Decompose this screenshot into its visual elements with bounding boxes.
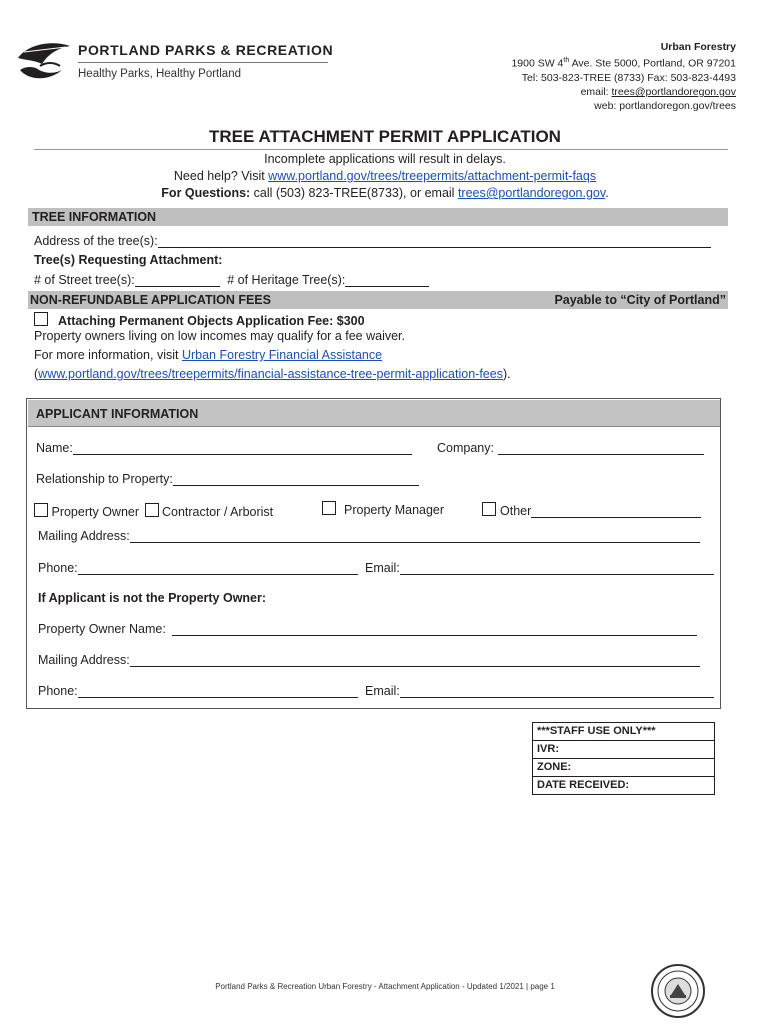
- other-checkbox[interactable]: [482, 502, 496, 516]
- email-link[interactable]: trees@portlandoregon.gov: [611, 86, 736, 99]
- owner-name-row: Property Owner Name:: [38, 621, 697, 636]
- org-name: PORTLAND PARKS & RECREATION: [78, 42, 334, 58]
- owner-phone-input[interactable]: [78, 683, 358, 698]
- phone-row: Phone:: [38, 560, 358, 575]
- logo: [14, 40, 74, 82]
- fees-heading-bar: [28, 291, 728, 309]
- fee-option[interactable]: Attaching Permanent Objects Application Fee: $300: [34, 312, 365, 328]
- street-tree-count-input[interactable]: [135, 272, 220, 287]
- name-row: Name:: [36, 440, 412, 455]
- owner-name-input[interactable]: [172, 621, 697, 636]
- address: 1900 SW 4th Ave. Ste 5000, Portland, OR 97201: [511, 57, 736, 70]
- not-owner-heading: If Applicant is not the Property Owner:: [38, 591, 267, 605]
- phone-input[interactable]: [78, 560, 358, 575]
- logo-divider: [78, 62, 328, 63]
- city-seal-icon: [651, 964, 705, 1018]
- staff-ivr: IVR:: [533, 741, 714, 759]
- more-info-line: For more information, visit Urban Forestry Financial Assistance: [34, 348, 383, 362]
- staff-title: ***STAFF USE ONLY***: [533, 723, 714, 741]
- other-option: [482, 502, 701, 518]
- owner-email-input[interactable]: [400, 683, 714, 698]
- financial-url-line: (www.portland.gov/trees/treepermits/financial-assistance-tree-permit-application-fees).: [34, 367, 511, 381]
- leaf-hand-logo-icon: [14, 40, 74, 82]
- staff-use-box: [532, 722, 715, 795]
- mailing-row: Mailing Address:: [38, 528, 700, 543]
- tree-address-row: Address of the tree(s):: [34, 233, 711, 248]
- fee-checkbox[interactable]: [34, 312, 48, 326]
- applicant-heading: APPLICANT INFORMATION: [36, 407, 199, 421]
- property-manager-checkbox[interactable]: [322, 501, 336, 515]
- relationship-row: Relationship to Property:: [36, 471, 419, 486]
- web-line: web: portlandoregon.gov/trees: [594, 100, 736, 113]
- fees-heading: NON-REFUNDABLE APPLICATION FEES: [30, 293, 271, 307]
- fee-waiver-text: Property owners living on low incomes may qualify for a fee waiver.: [34, 329, 405, 343]
- heritage-tree-count-input[interactable]: [345, 272, 429, 287]
- company-row: Company:: [437, 440, 704, 455]
- staff-date-received: DATE RECEIVED:: [537, 779, 630, 791]
- owner-email-row: Email:: [365, 683, 714, 698]
- owner-mailing-input[interactable]: [130, 652, 700, 667]
- trees-requesting-label: Tree(s) Requesting Attachment:: [34, 253, 223, 267]
- phone-fax: Tel: 503-823-TREE (8733) Fax: 503-823-4493: [521, 71, 736, 84]
- mailing-address-input[interactable]: [130, 528, 700, 543]
- property-owner-label: Property Owner: [51, 505, 140, 519]
- title-divider: [34, 149, 728, 150]
- questions-email-link[interactable]: trees@portlandoregon.gov: [457, 186, 606, 200]
- email-line: email: trees@portlandoregon.gov: [580, 86, 736, 99]
- owner-phone-row: Phone:: [38, 683, 358, 698]
- tree-count-row: # of Street tree(s): # of Heritage Tree(s):: [34, 272, 429, 287]
- other-label: Other: [500, 504, 532, 518]
- intro-line: Incomplete applications will result in delays.: [264, 152, 506, 166]
- contact-block: [511, 40, 736, 114]
- faq-link[interactable]: www.portland.gov/trees/treepermits/attachment-permit-faqs: [268, 169, 597, 183]
- property-manager-label: Property Manager: [344, 503, 445, 517]
- help-line: Need help? Visit www.portland.gov/trees/treepermits/attachment-permit-faqs: [173, 169, 597, 183]
- other-input[interactable]: [531, 503, 701, 518]
- contractor-label: Contractor / Arborist: [161, 505, 274, 519]
- financial-assistance-link[interactable]: Urban Forestry Financial Assistance: [181, 348, 383, 362]
- property-owner-checkbox[interactable]: [34, 503, 48, 517]
- division-name: Urban Forestry: [660, 41, 736, 53]
- financial-assistance-url[interactable]: www.portland.gov/trees/treepermits/financial-assistance-tree-permit-application-fees: [38, 367, 503, 381]
- payable-to: Payable to “City of Portland”: [554, 293, 726, 307]
- page-title: TREE ATTACHMENT PERMIT APPLICATION: [209, 127, 561, 146]
- manager-option: [322, 501, 444, 517]
- contractor-checkbox[interactable]: [145, 503, 159, 517]
- staff-zone: ZONE:: [533, 759, 714, 777]
- email-input[interactable]: [400, 560, 714, 575]
- company-input[interactable]: [498, 440, 704, 455]
- owner-mailing-row: Mailing Address:: [38, 652, 700, 667]
- relationship-options: [34, 503, 273, 519]
- org-tagline: Healthy Parks, Healthy Portland: [78, 68, 241, 80]
- email-row: Email:: [365, 560, 714, 575]
- tree-info-heading: TREE INFORMATION: [28, 208, 728, 226]
- questions-line: For Questions: call (503) 823-TREE(8733), or email trees@portlandoregon.gov.: [161, 186, 609, 200]
- tree-address-input[interactable]: [158, 233, 711, 248]
- relationship-input[interactable]: [173, 471, 419, 486]
- name-input[interactable]: [73, 440, 412, 455]
- footer: Portland Parks & Recreation Urban Forestry - Attachment Application - Updated 1/2021 | page 1: [215, 982, 555, 991]
